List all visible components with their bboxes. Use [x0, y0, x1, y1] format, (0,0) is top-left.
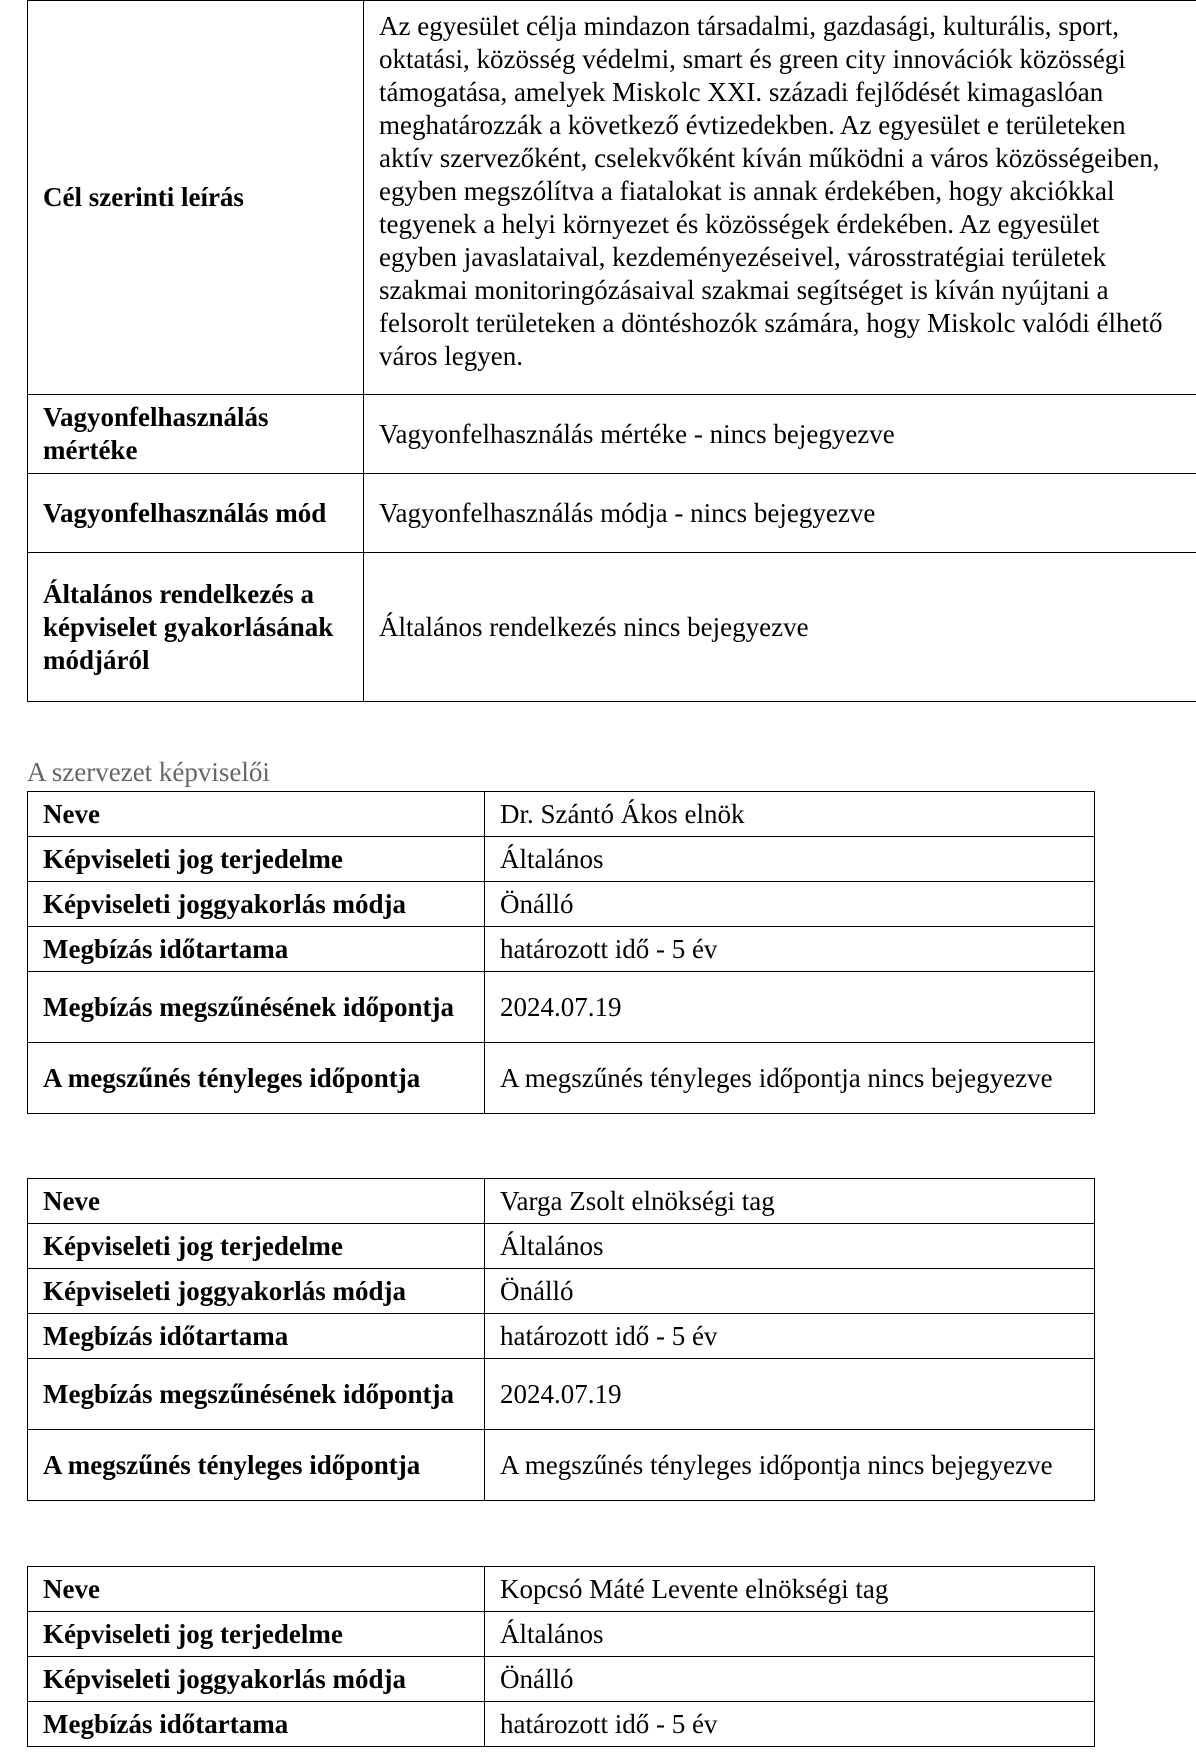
- end-date-value: 2024.07.19: [485, 972, 1095, 1043]
- purpose-table: [27, 0, 1196, 702]
- name-value: Dr. Szántó Ákos elnök: [485, 792, 1095, 837]
- table-row: [28, 1702, 1095, 1747]
- duration-label: Megbízás időtartama: [28, 1314, 485, 1359]
- scope-label: Képviseleti jog terjedelme: [28, 837, 485, 882]
- table-row: [28, 837, 1095, 882]
- asset-use-extent-label: Vagyonfelhasználás mértéke: [28, 395, 364, 474]
- actual-end-label: A megszűnés tényleges időpontja: [28, 1430, 485, 1501]
- table-row: [28, 792, 1095, 837]
- duration-value: határozott idő - 5 év: [485, 927, 1095, 972]
- name-label: Neve: [28, 1179, 485, 1224]
- actual-end-label: A megszűnés tényleges időpontja: [28, 1043, 485, 1114]
- actual-end-value: A megszűnés tényleges időpontja nincs bejegyezve: [485, 1430, 1095, 1501]
- mode-value: Önálló: [485, 1657, 1095, 1702]
- table-row: [28, 972, 1095, 1043]
- table-row: [28, 1612, 1095, 1657]
- name-label: Neve: [28, 792, 485, 837]
- representative-table: [27, 1178, 1095, 1501]
- table-row: [28, 1179, 1095, 1224]
- table-row: [28, 1657, 1095, 1702]
- table-row: [28, 474, 1196, 553]
- actual-end-value: A megszűnés tényleges időpontja nincs bejegyezve: [485, 1043, 1095, 1114]
- general-provision-label: Általános rendelkezés a képviselet gyakorlásának módjáról: [28, 553, 364, 702]
- table-row: [28, 395, 1196, 474]
- table-row: [28, 1567, 1095, 1612]
- asset-use-mode-label: Vagyonfelhasználás mód: [28, 474, 364, 553]
- duration-value: határozott idő - 5 év: [485, 1702, 1095, 1747]
- duration-value: határozott idő - 5 év: [485, 1314, 1095, 1359]
- purpose-label: Cél szerinti leírás: [28, 1, 364, 395]
- representative-table: [27, 791, 1095, 1114]
- mode-label: Képviseleti joggyakorlás módja: [28, 882, 485, 927]
- representatives-heading: A szervezet képviselői: [27, 757, 270, 787]
- duration-label: Megbízás időtartama: [28, 927, 485, 972]
- table-row: [28, 1224, 1095, 1269]
- table-row: [28, 1269, 1095, 1314]
- table-row: [28, 1, 1196, 395]
- name-value: Kopcsó Máté Levente elnökségi tag: [485, 1567, 1095, 1612]
- scope-label: Képviseleti jog terjedelme: [28, 1224, 485, 1269]
- table-row: [28, 1430, 1095, 1501]
- scope-value: Általános: [485, 837, 1095, 882]
- table-row: [28, 882, 1095, 927]
- name-value: Varga Zsolt elnökségi tag: [485, 1179, 1095, 1224]
- end-date-label: Megbízás megszűnésének időpontja: [28, 972, 485, 1043]
- table-row: [28, 927, 1095, 972]
- table-row: [28, 553, 1196, 702]
- table-row: [28, 1359, 1095, 1430]
- mode-label: Képviseleti joggyakorlás módja: [28, 1269, 485, 1314]
- asset-use-extent-value: Vagyonfelhasználás mértéke - nincs bejegyezve: [364, 395, 1196, 474]
- asset-use-mode-value: Vagyonfelhasználás módja - nincs bejegyezve: [364, 474, 1196, 553]
- end-date-value: 2024.07.19: [485, 1359, 1095, 1430]
- scope-label: Képviseleti jog terjedelme: [28, 1612, 485, 1657]
- purpose-value: Az egyesület célja mindazon társadalmi, gazdasági, kulturális, sport, oktatási, közösség védelmi, smart és green city innovációk közösségi támogatása, amelyek Miskolc XXI. századi fejlődését kimagaslóan meghatározzák a következő évtizedekben. Az egyesület e területeken aktív szervezőként, cselekvőként kíván működni a város közösségeiben, egyben megszólítva a fiatalokat is annak érdekében, hogy akciókkal tegyenek a helyi környezet és közösségek érdekében. Az egyesület egyben javaslataival, kezdeményezéseivel, városstratégiai területek szakmai monitoringózásaival szakmai segítséget is kíván nyújtani a felsorolt területeken a döntéshozók számára, hogy Miskolc valódi élhető város legyen.: [364, 1, 1196, 395]
- scope-value: Általános: [485, 1224, 1095, 1269]
- name-label: Neve: [28, 1567, 485, 1612]
- mode-label: Képviseleti joggyakorlás módja: [28, 1657, 485, 1702]
- table-row: [28, 1043, 1095, 1114]
- duration-label: Megbízás időtartama: [28, 1702, 485, 1747]
- mode-value: Önálló: [485, 1269, 1095, 1314]
- end-date-label: Megbízás megszűnésének időpontja: [28, 1359, 485, 1430]
- general-provision-value: Általános rendelkezés nincs bejegyezve: [364, 553, 1196, 702]
- mode-value: Önálló: [485, 882, 1095, 927]
- scope-value: Általános: [485, 1612, 1095, 1657]
- representative-table: [27, 1566, 1095, 1747]
- table-row: [28, 1314, 1095, 1359]
